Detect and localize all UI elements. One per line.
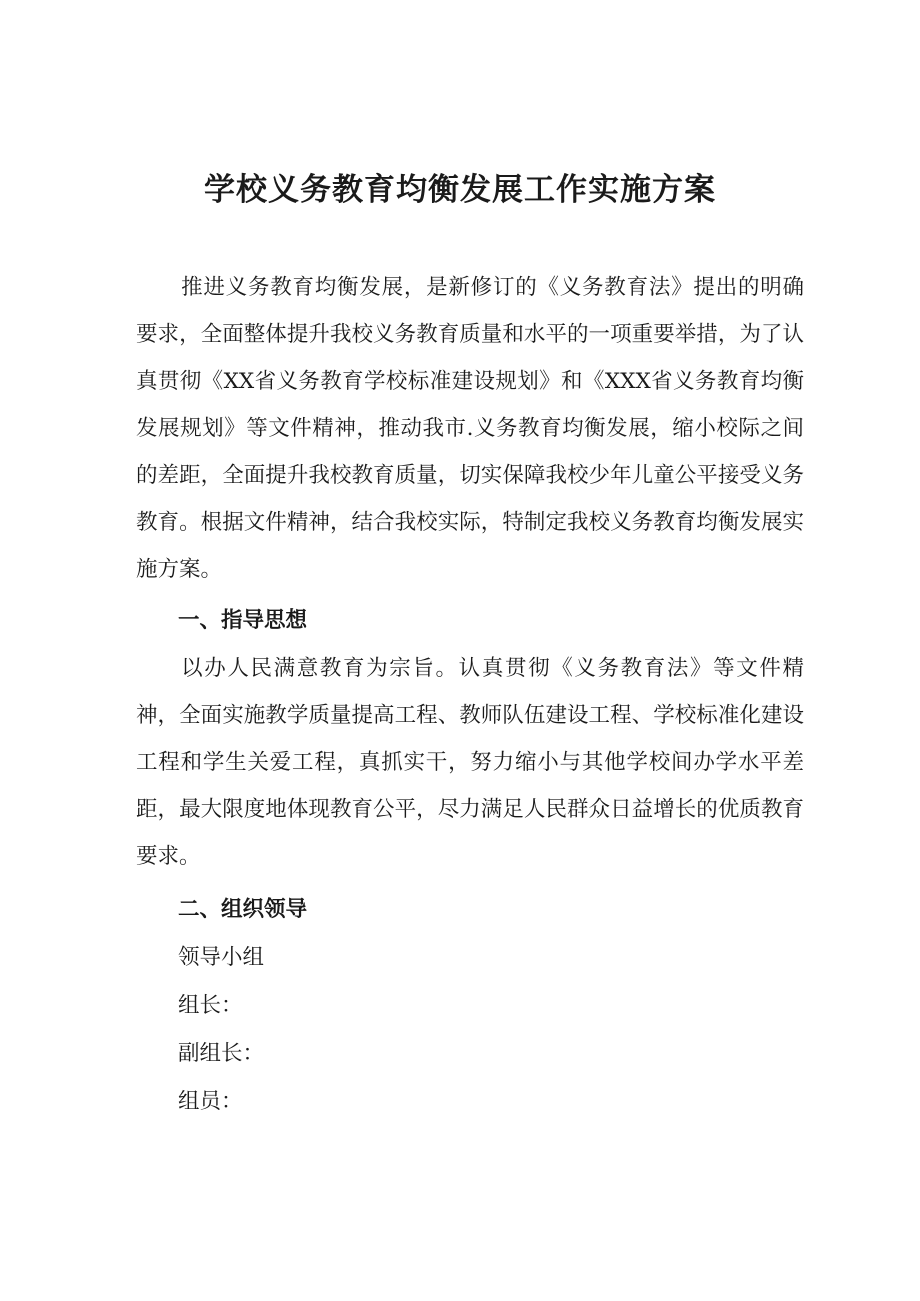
document-title: 学校义务教育均衡发展工作实施方案 [204,172,716,208]
leadership-group-label: 领导小组 [178,945,265,970]
group-leader-label: 组长： [178,993,243,1018]
deputy-leader-label: 副组长： [178,1041,265,1066]
intro-paragraph: 推进义务教育均衡发展，是新修订的《义务教育法》提出的明确要求，全面整体提升我校义务教育质量和水平的一项重要举措，为了认真贯彻《XX省义务教育学校标准建设规划》和《XXX省义务教育均衡发展规划》等文件精神，推动我市.义务教育均衡发展，缩小校际之间的差距，全面提升我校教育质量，切实保障我校少年儿童公平接受义务教育。根据文件精神，结合我校实际，特制定我校义务教育均衡发展实施方案。 [136,275,804,582]
guiding-ideology-paragraph: 以办人民满意教育为宗旨。认真贯彻《义务教育法》等文件精神，全面实施教学质量提高工程、教师队伍建设工程、学校标准化建设工程和学生关爱工程，真抓实干，努力缩小与其他学校间办学水平差距，最大限度地体现教育公平，尽力满足人民群众日益增长的优质教育要求。 [136,656,804,869]
section-heading-guiding-ideology: 一、指导思想 [178,608,308,633]
section-heading-organization: 二、组织领导 [178,897,308,922]
group-members-label: 组员： [178,1089,243,1114]
